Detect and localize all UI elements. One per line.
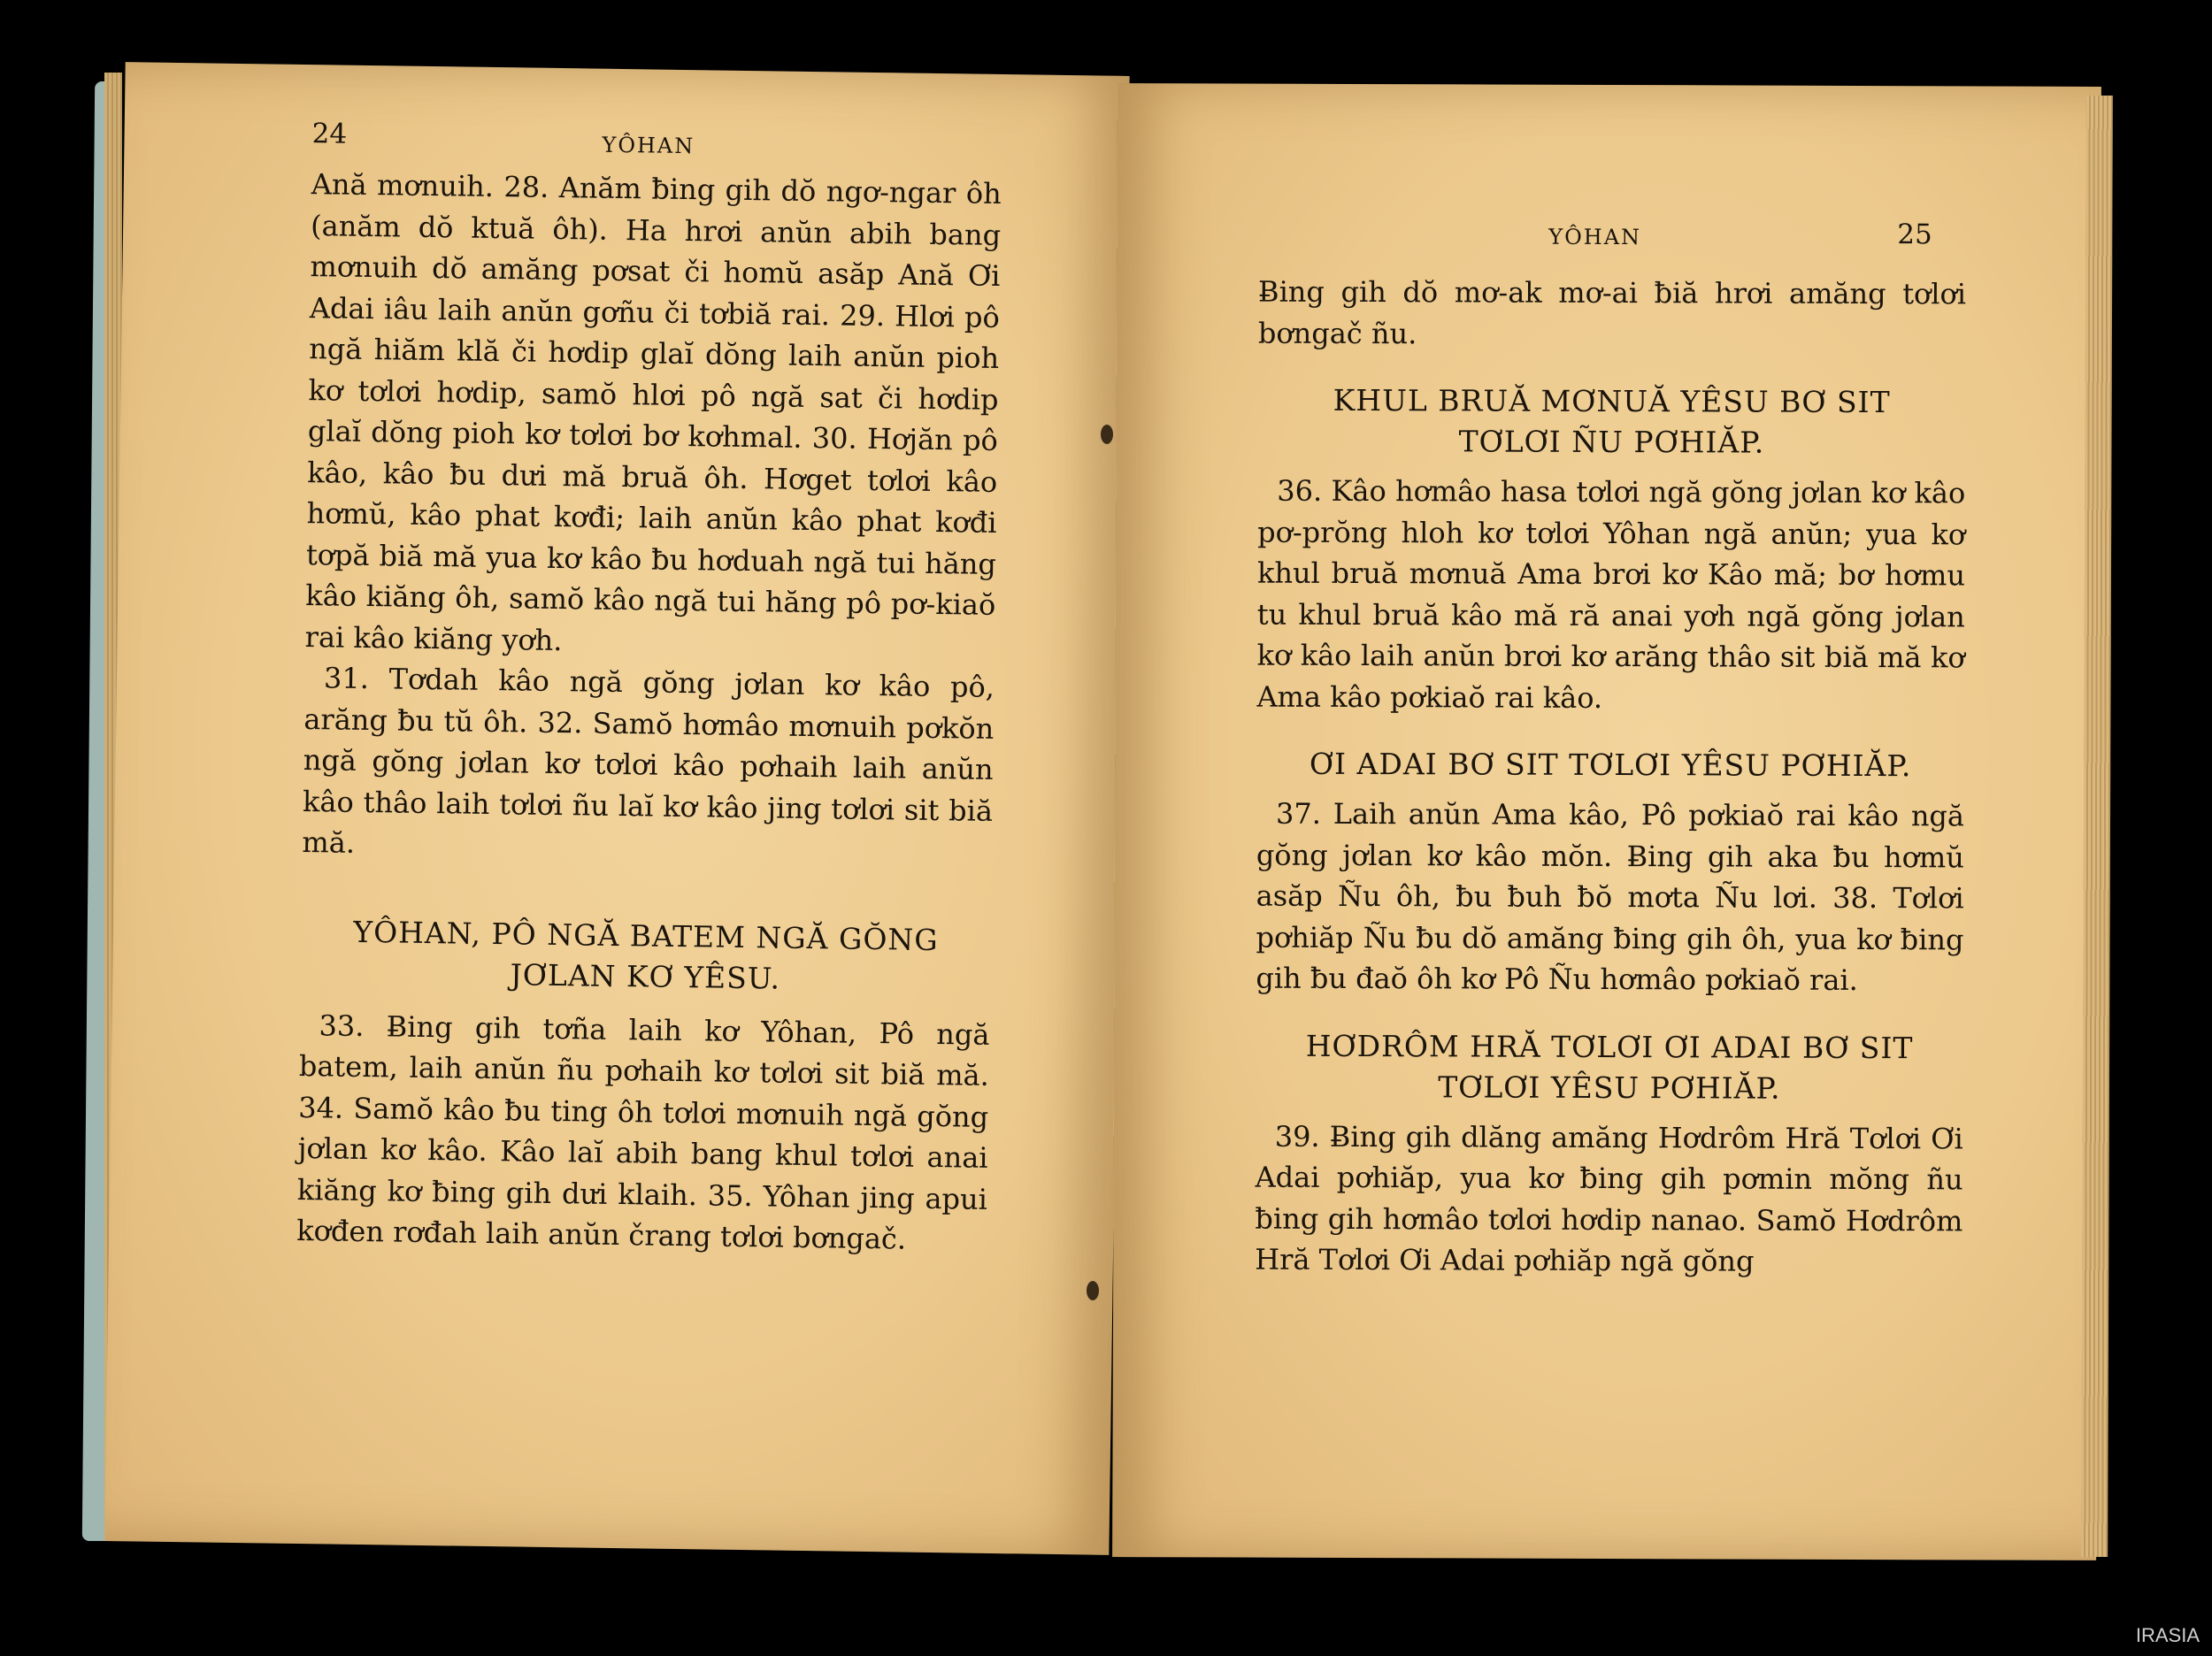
right-section-heading-3-line-2: TƠLƠI YÊSU PƠHIĂP. — [1438, 1069, 1781, 1106]
right-section-heading-3-line-1: HƠDRÔM HRĂ TƠLƠI ƠI ADAI BƠ SIT — [1305, 1028, 1914, 1065]
left-paragraph-3: 33. Ƀing gih tơña laih kơ Yôhan, Pô ngă batem, laih anŭn ñu pơhaih kơ tơlơi sit biă mă. 34. Samŏ kâo ƀu ting ôh tơlơi mơnuih ngă gŏng jơlan kơ kâo. Kâo laĭ abih bang khul tơlơi anai kiăng kơ ƀing gih dưi klaih. 35. Yôhan jing apui kơđen rơđah laih anŭn črang tơlơi bơngač. — [296, 1008, 990, 1256]
right-section-heading-1-line-1: KHUL BRUĂ MƠNUĂ YÊSU BƠ SIT — [1333, 382, 1891, 420]
right-page-number: 25 — [1897, 218, 1932, 251]
left-text-block — [296, 164, 1002, 1261]
left-paragraph-1: Ană mơnuih. 28. Anăm ƀing gih dŏ ngơ-ngar ôh (anăm dŏ ktuă ôh). Ha hrơi anŭn abih bang mơnuih dŏ amăng pơsat či homŭ asăp Ană Ơi Adai iâu laih anŭn gơñu či tơbiă rai. 29. Hlơi pô ngă hiăm klă či hơdip glaĭ dŏng laih anŭn pioh kơ tơlơi hơdip, samŏ hlơi pô ngă sat či hơdip glaĭ dŏng pioh kơ tơlơi bơ kơhmal. 30. Hơjăn pô kâo, kâo ƀu dưi mă bruă ôh. Hơget tơlơi kâo hơmŭ, kâo phat kơđi; laih anŭn kâo phat kơđi tơpă biă mă yua kơ kâo ƀu hơduah ngă tui hăng kâo kiăng ôh, samŏ kâo ngă tui hăng pô pơ-kiaŏ rai kâo kiăng yơh. — [304, 167, 1002, 657]
page-stack-right — [2081, 96, 2113, 1557]
left-page-number: 24 — [311, 118, 348, 150]
right-running-title: YÔHAN — [1548, 224, 1642, 250]
right-paragraph-1: Ƀing gih dŏ mơ-ak mơ-ai ƀiă hrơi amăng tơlơi bơngač ñu. — [1257, 274, 1967, 350]
left-section-heading-line-2: JƠLAN KƠ YÊSU. — [510, 956, 781, 996]
right-text-block — [1255, 272, 1966, 1283]
right-paragraph-3: 37. Laih anŭn Ama kâo, Pô pơkiaŏ rai kâo ngă gŏng jơlan kơ kâo mŏn. Ƀing gih aka ƀu hơmŭ asăp Ñu ôh, ƀu ƀuh ƀŏ mơta Ñu lơi. 38. Tơlơi pơhiăp Ñu ƀu dŏ amăng ƀing gih ôh, yua kơ ƀing gih ƀu đaŏ ôh kơ Pô Ñu hơmâo pơkiaŏ rai. — [1256, 796, 1965, 997]
right-paragraph-2: 36. Kâo hơmâo hasa tơlơi ngă gŏng jơlan kơ kâo pơ-prŏng hloh kơ tơlơi Yôhan ngă anŭn; yua kơ khul bruă mơnuă Ama brơi kơ Kâo mă; bơ hơmu tu khul bruă kâo mă ră anai yơh ngă gŏng jơlan kơ kâo laih anŭn brơi kơ arăng thâo sit biă mă kơ Ama kâo pơkiaŏ rai kâo. — [1256, 473, 1966, 715]
right-section-heading-1-line-2: TƠLƠI ÑU PƠHIĂP. — [1458, 424, 1765, 460]
binding-hole-mark — [1087, 1281, 1099, 1300]
left-section-heading-line-1: YÔHAN, PÔ NGĂ BATEM NGĂ GŎNG — [353, 914, 939, 957]
left-page — [104, 62, 1129, 1555]
binding-hole-mark — [1101, 425, 1113, 444]
right-paragraph-4: 39. Ƀing gih dlăng amăng Hơdrôm Hră Tơlơi Ơi Adai pơhiăp, yua kơ ƀing gih pơmin mŏng ñu ƀing gih hơmâo tơlơi hơdip nanao. Samŏ Hơdrôm Hră Tơlơi Ơi Adai pơhiăp ngă gŏng — [1255, 1119, 1963, 1278]
right-page — [1112, 83, 2101, 1560]
right-section-heading-2: ƠI ADAI BƠ SIT TƠLƠI YÊSU PƠHIĂP. — [1309, 746, 1912, 784]
watermark: IRASIA — [2135, 1624, 2200, 1646]
left-paragraph-2: 31. Tơdah kâo ngă gŏng jơlan kơ kâo pô, arăng ƀu tŭ ôh. 32. Samŏ hơmâo mơnuih pơkŏn ngă gŏng jơlan kơ tơlơi kâo pơhaih laih anŭn kâo thâo laih tơlơi ñu laĭ kơ kâo jing tơlơi sit biă mă. — [302, 661, 995, 860]
left-running-title: YÔHAN — [602, 132, 695, 159]
